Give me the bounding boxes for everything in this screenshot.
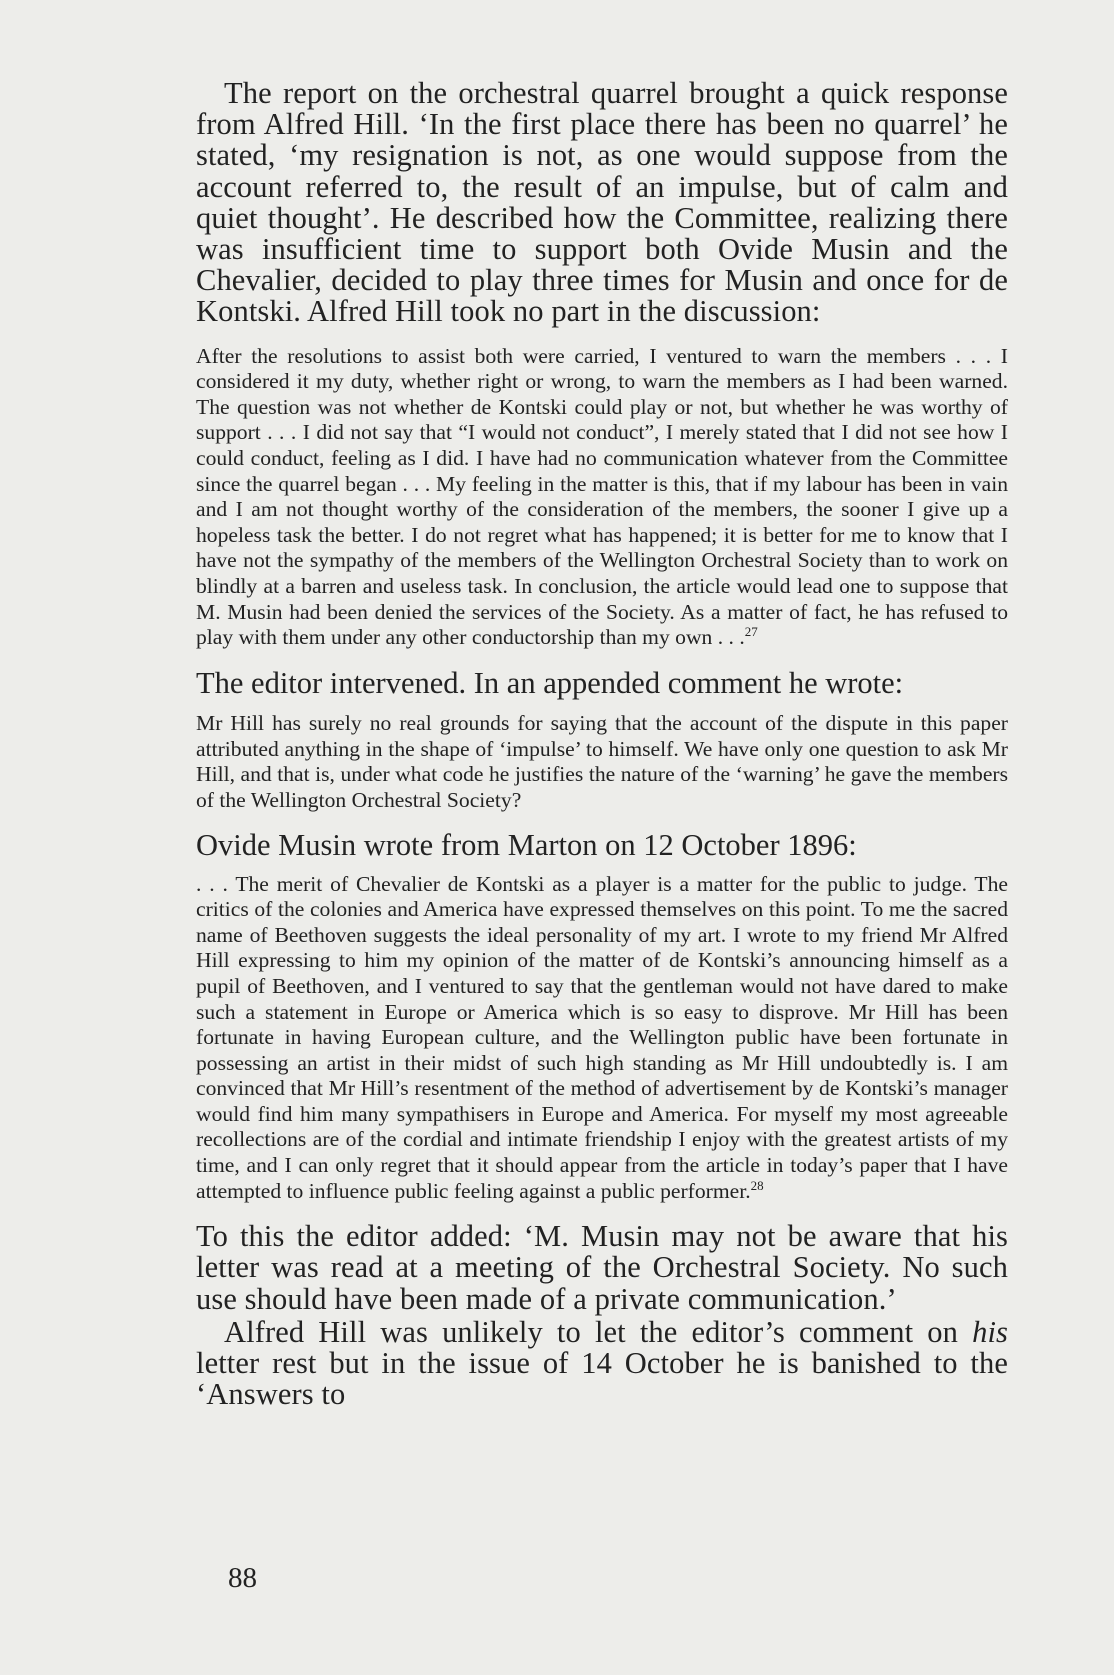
paragraph-5-emphasis: his [972, 1314, 1008, 1349]
block-quote-3-text: . . . The merit of Chevalier de Kontski as a player is a matter for the public to judge. The critics of the colonies and America have expressed themselves on this point. To me the sacred name of Beethoven suggests the ideal personality of my art. I wrote to my friend Mr Alfred Hill expressing to him my opinion of the matter of de Kontski’s announcing himself as a pupil of Beethoven, and I ventured to say that the gentleman would not have dared to make such a statement in Europe or America which is so easy to disprove. Mr Hill has been fortunate in having European culture, and the Wellington public have been fortunate in possessing an artist in their midst of such high standing as Mr Hill undoubtedly is. I am convinced that Mr Hill’s resentment of the method of advertisement by de Kontski’s manager would find him many sympathisers in Europe and America. For myself my most agreeable recollections are of the cordial and intimate friendship I enjoy with the greatest artists of my time, and I can only regret that it should appear from the article in today’s paper that I have attempted to influence public feeling against a public performer. [196, 871, 1008, 1203]
page-number: 88 [228, 1562, 257, 1594]
page-body [196, 78, 1008, 1410]
paragraph-5 [196, 1314, 1008, 1412]
block-quote-1-text: After the resolutions to assist both were carried, I ventured to warn the members . . . I considered it my duty, whether right or wrong, to warn the members as I had been warned. The question was not whether de Kontski could play or not, but whether he was worthy of support . . . I did not say that “I would not conduct”, I merely stated that I did not see how I could conduct, feeling as I did. I have had no communication whatever from the Committee since the quarrel began . . . My feeling in the matter is this, that if my labour has been in vain and I am not thought worthy of the consideration of the members, the sooner I give up a hopeless task the better. I do not regret what has happened; it is better for me to know that I have not the sympathy of the members of the Wellington Orchestral Society than to work on blindly at a barren and useless task. In conclusion, the article would lead one to suppose that M. Musin had been denied the services of the Society. As a matter of fact, he has refused to play with them under any other conductorship than my own . . . [196, 343, 1008, 650]
paragraph-5-part-a: Alfred Hill was unlikely to let the editor’s comment on [224, 1314, 973, 1349]
block-quote-2: Mr Hill has surely no real grounds for saying that the account of the dispute in this paper attributed anything in the shape of ‘impulse’ to himself. We have only one question to ask Mr Hill, and that is, under what code he justifies the nature of the ‘warning’ he gave the members of the Wellington Orchestral Society? [196, 710, 1008, 812]
paragraph-4: To this the editor added: ‘M. Musin may not be aware that his letter was read at a meeting of the Orchestral Society. No such use should have been made of a private communication.’ [196, 1219, 1008, 1316]
paragraph-3: Ovide Musin wrote from Marton on 12 October 1896: [196, 828, 857, 863]
block-quote-1 [196, 344, 1008, 651]
paragraph-1: The report on the orchestral quarrel brought a quick response from Alfred Hill. ‘In the first place there has been no quarrel’ he stated, ‘my resignation is not, as one would suppose from the account referred to, the result of an impulse, but of calm and quiet thought’. He described how the Committee, realizing there was insufficient time to support both Ovide Musin and the Chevalier, decided to play three times for Musin and once for de Kontski. Alfred Hill took no part in the discussion: [196, 76, 1008, 329]
footnote-ref-27: 27 [744, 623, 758, 639]
paragraph-5-part-b: letter rest but in the issue of 14 October he is banished to the ‘Answers to [196, 1346, 1008, 1412]
block-quote-3 [196, 872, 1008, 1205]
footnote-ref-28: 28 [750, 1177, 764, 1193]
paragraph-2: The editor intervened. In an appended comment he wrote: [196, 665, 904, 700]
